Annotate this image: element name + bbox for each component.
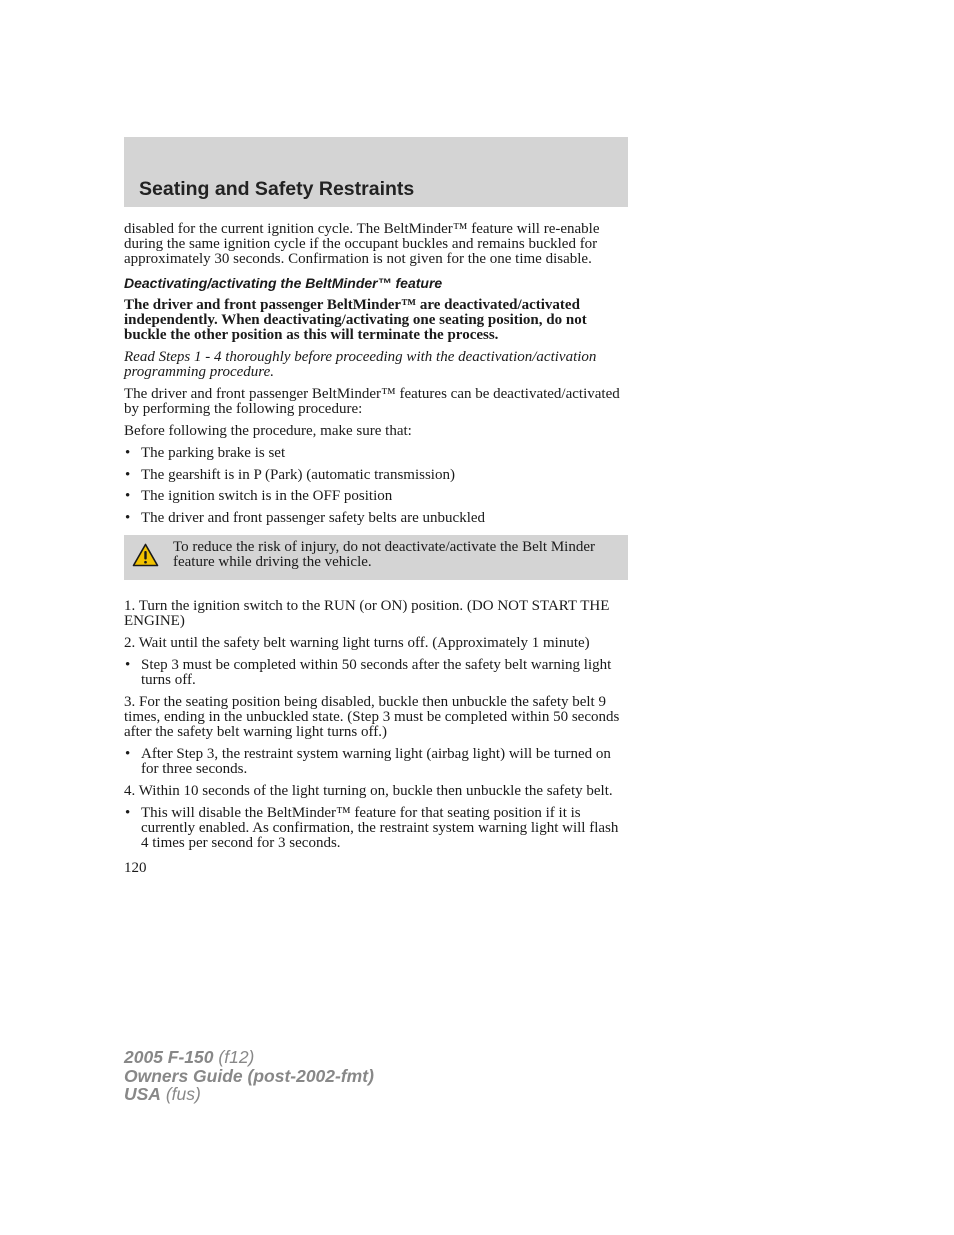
list-item: • The ignition switch is in the OFF position: [125, 488, 393, 504]
step-4-notes: [124, 806, 628, 851]
checklist-intro: Before following the procedure, make sure that:: [124, 423, 412, 439]
step-2-notes: [124, 658, 628, 688]
bullet-icon: •: [125, 466, 131, 483]
bullet-icon: •: [125, 445, 131, 461]
list-item: • This will disable the BeltMinder™ feature for that seating position if it is currently enabled. As confirmation, the restraint system warning light will flash 4 times per second for 3 seconds.: [125, 804, 619, 851]
warning-text: To reduce the risk of injury, do not deactivate/activate the Belt Minder feature while driving the vehicle.: [173, 538, 595, 570]
list-item: • The driver and front passenger safety belts are unbuckled: [125, 509, 486, 526]
step-3: 3. For the seating position being disabled, buckle then unbuckle the safety belt 9 times, ending in the unbuckled state. (Step 3 must be completed within 50 seconds after the safety belt warning light turns off.): [124, 693, 620, 740]
subheading: Deactivating/activating the BeltMinder™ feature: [124, 275, 443, 291]
bullet-icon: •: [125, 488, 131, 504]
intro-paragraph: disabled for the current ignition cycle. The BeltMinder™ feature will re-enable during the same ignition cycle if the occupant buckles and remains buckled for approximately 30 seconds. Confirmation is not given for the one time disable.: [124, 221, 600, 267]
warning-box: [124, 535, 628, 580]
list-item: • The gearshift is in P (Park) (automatic transmission): [125, 466, 455, 483]
footer-line-3: USA (fus): [124, 1084, 201, 1104]
bold-note: The driver and front passenger BeltMinder™ are deactivated/activated independently. When deactivating/activating one seating position, do not buckle the other position as this will terminate the process.: [124, 297, 587, 343]
warning-triangle-icon: [132, 543, 159, 567]
bullet-icon: •: [125, 804, 131, 821]
italic-note: Read Steps 1 - 4 thoroughly before proceeding with the deactivation/activation programming procedure.: [124, 349, 597, 380]
footer-line-2: Owners Guide (post-2002-fmt): [124, 1065, 374, 1086]
document-footer: [124, 1048, 374, 1104]
page-content: [124, 222, 628, 883]
bullet-icon: •: [125, 745, 131, 762]
checklist: [124, 446, 628, 526]
procedure-intro: The driver and front passenger BeltMinder™ features can be deactivated/activated by performing the following procedure:: [124, 386, 620, 417]
footer-line-1: 2005 F-150 (f12): [124, 1047, 255, 1067]
bullet-icon: •: [125, 656, 131, 673]
section-title: Seating and Safety Restraints: [139, 178, 415, 200]
list-item: • Step 3 must be completed within 50 seconds after the safety belt warning light turns off.: [125, 656, 612, 688]
step-4: 4. Within 10 seconds of the light turning on, buckle then unbuckle the safety belt.: [124, 782, 613, 799]
page-number: 120: [124, 859, 147, 876]
step-2: 2. Wait until the safety belt warning light turns off. (Approximately 1 minute): [124, 634, 590, 651]
step-1: 1. Turn the ignition switch to the RUN (or ON) position. (DO NOT START THE ENGINE): [124, 597, 610, 629]
bullet-icon: •: [125, 509, 131, 526]
section-header: [124, 137, 628, 207]
list-item: • After Step 3, the restraint system warning light (airbag light) will be turned on for three seconds.: [125, 745, 611, 777]
list-item: • The parking brake is set: [125, 445, 286, 461]
step-3-notes: [124, 747, 628, 777]
